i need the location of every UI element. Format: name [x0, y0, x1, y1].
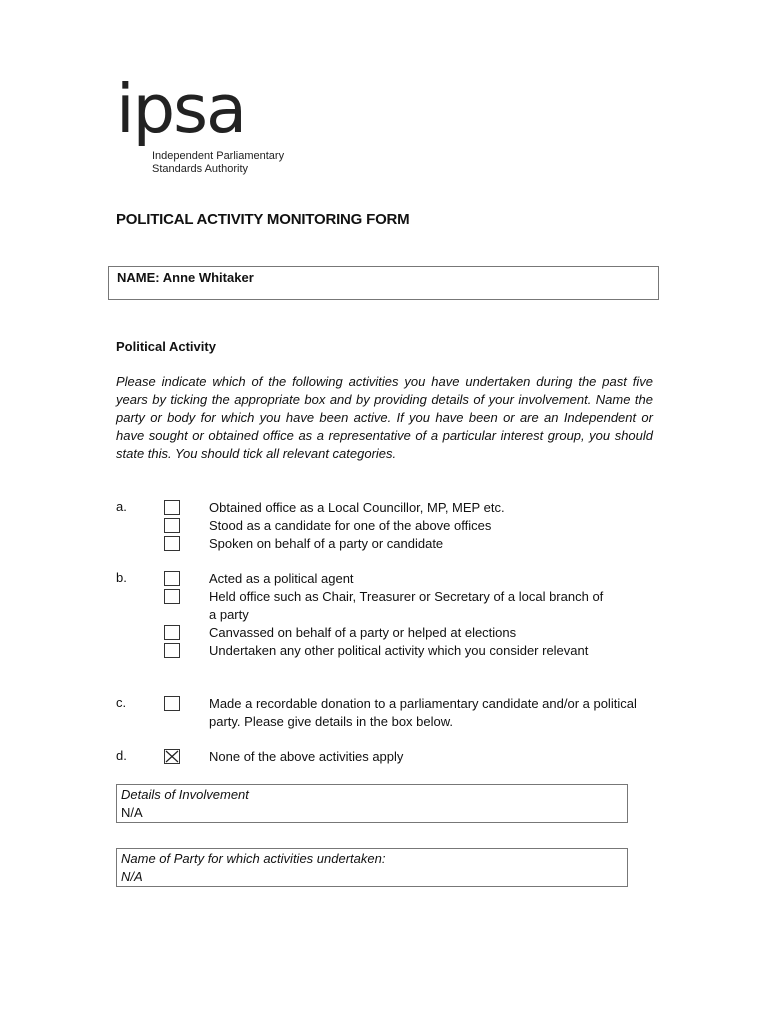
party-value: N/A [121, 869, 143, 884]
party-label: Name of Party for which activities undertaken: [121, 851, 386, 866]
details-value: N/A [121, 805, 143, 820]
option-label-political-agent: Acted as a political agent [209, 571, 354, 586]
checkmark-x-icon [165, 750, 179, 763]
option-label-none-apply: None of the above activities apply [209, 749, 404, 764]
option-label-recordable-donation: Made a recordable donation to a parliamentary candidate and/or a political party. Please give details in the box below. [209, 696, 637, 729]
section-heading: Political Activity [116, 339, 216, 354]
logo-subtitle-line-1: Independent Parliamentary [152, 150, 285, 162]
checkbox-stood-candidate[interactable] [164, 518, 180, 533]
name-field[interactable] [108, 266, 659, 300]
details-of-involvement-box[interactable] [116, 784, 628, 823]
option-label-spoken-behalf: Spoken on behalf of a party or candidate [209, 536, 444, 551]
details-label: Details of Involvement [121, 787, 249, 802]
logo-subtitle [152, 150, 284, 176]
option-label-held-office: Held office such as Chair, Treasurer or Secretary of a local branch of a party [209, 589, 604, 622]
logo-subtitle-line-2: Standards Authority [152, 163, 249, 175]
checkbox-none-apply[interactable] [164, 749, 180, 764]
instructions-paragraph: Please indicate which of the following activities you have undertaken during the past five years by ticking the appropriate box and by providing details of your involvement. Name the party or body for which you have been active. If you have been or are an Independent or have sought or obtained office as a representative of a particular interest group, you should state this. You should tick all relevant categories. [116, 374, 653, 461]
checkbox-recordable-donation[interactable] [164, 696, 180, 711]
party-name-box[interactable] [116, 848, 628, 887]
group-letter-b: b. [116, 570, 127, 585]
option-label-local-office: Obtained office as a Local Councillor, MP, MEP etc. [209, 500, 505, 515]
name-value: NAME: Anne Whitaker [117, 270, 254, 285]
checkbox-political-agent[interactable] [164, 571, 180, 586]
form-title: POLITICAL ACTIVITY MONITORING FORM [116, 211, 410, 228]
option-label-stood-candidate: Stood as a candidate for one of the above offices [209, 518, 492, 533]
checkbox-held-office[interactable] [164, 589, 180, 604]
checkbox-other-activity[interactable] [164, 643, 180, 658]
group-letter-c: c. [116, 695, 127, 710]
checkbox-spoken-behalf[interactable] [164, 536, 180, 551]
logo-wordmark: ipsa [116, 70, 246, 148]
group-letter-d: d. [116, 748, 127, 763]
option-label-canvassed: Canvassed on behalf of a party or helped at elections [209, 625, 517, 640]
group-letter-a: a. [116, 499, 127, 514]
checkbox-local-office[interactable] [164, 500, 180, 515]
checkbox-canvassed[interactable] [164, 625, 180, 640]
option-label-other-activity: Undertaken any other political activity which you consider relevant [209, 643, 589, 658]
ipsa-logo [116, 70, 306, 176]
